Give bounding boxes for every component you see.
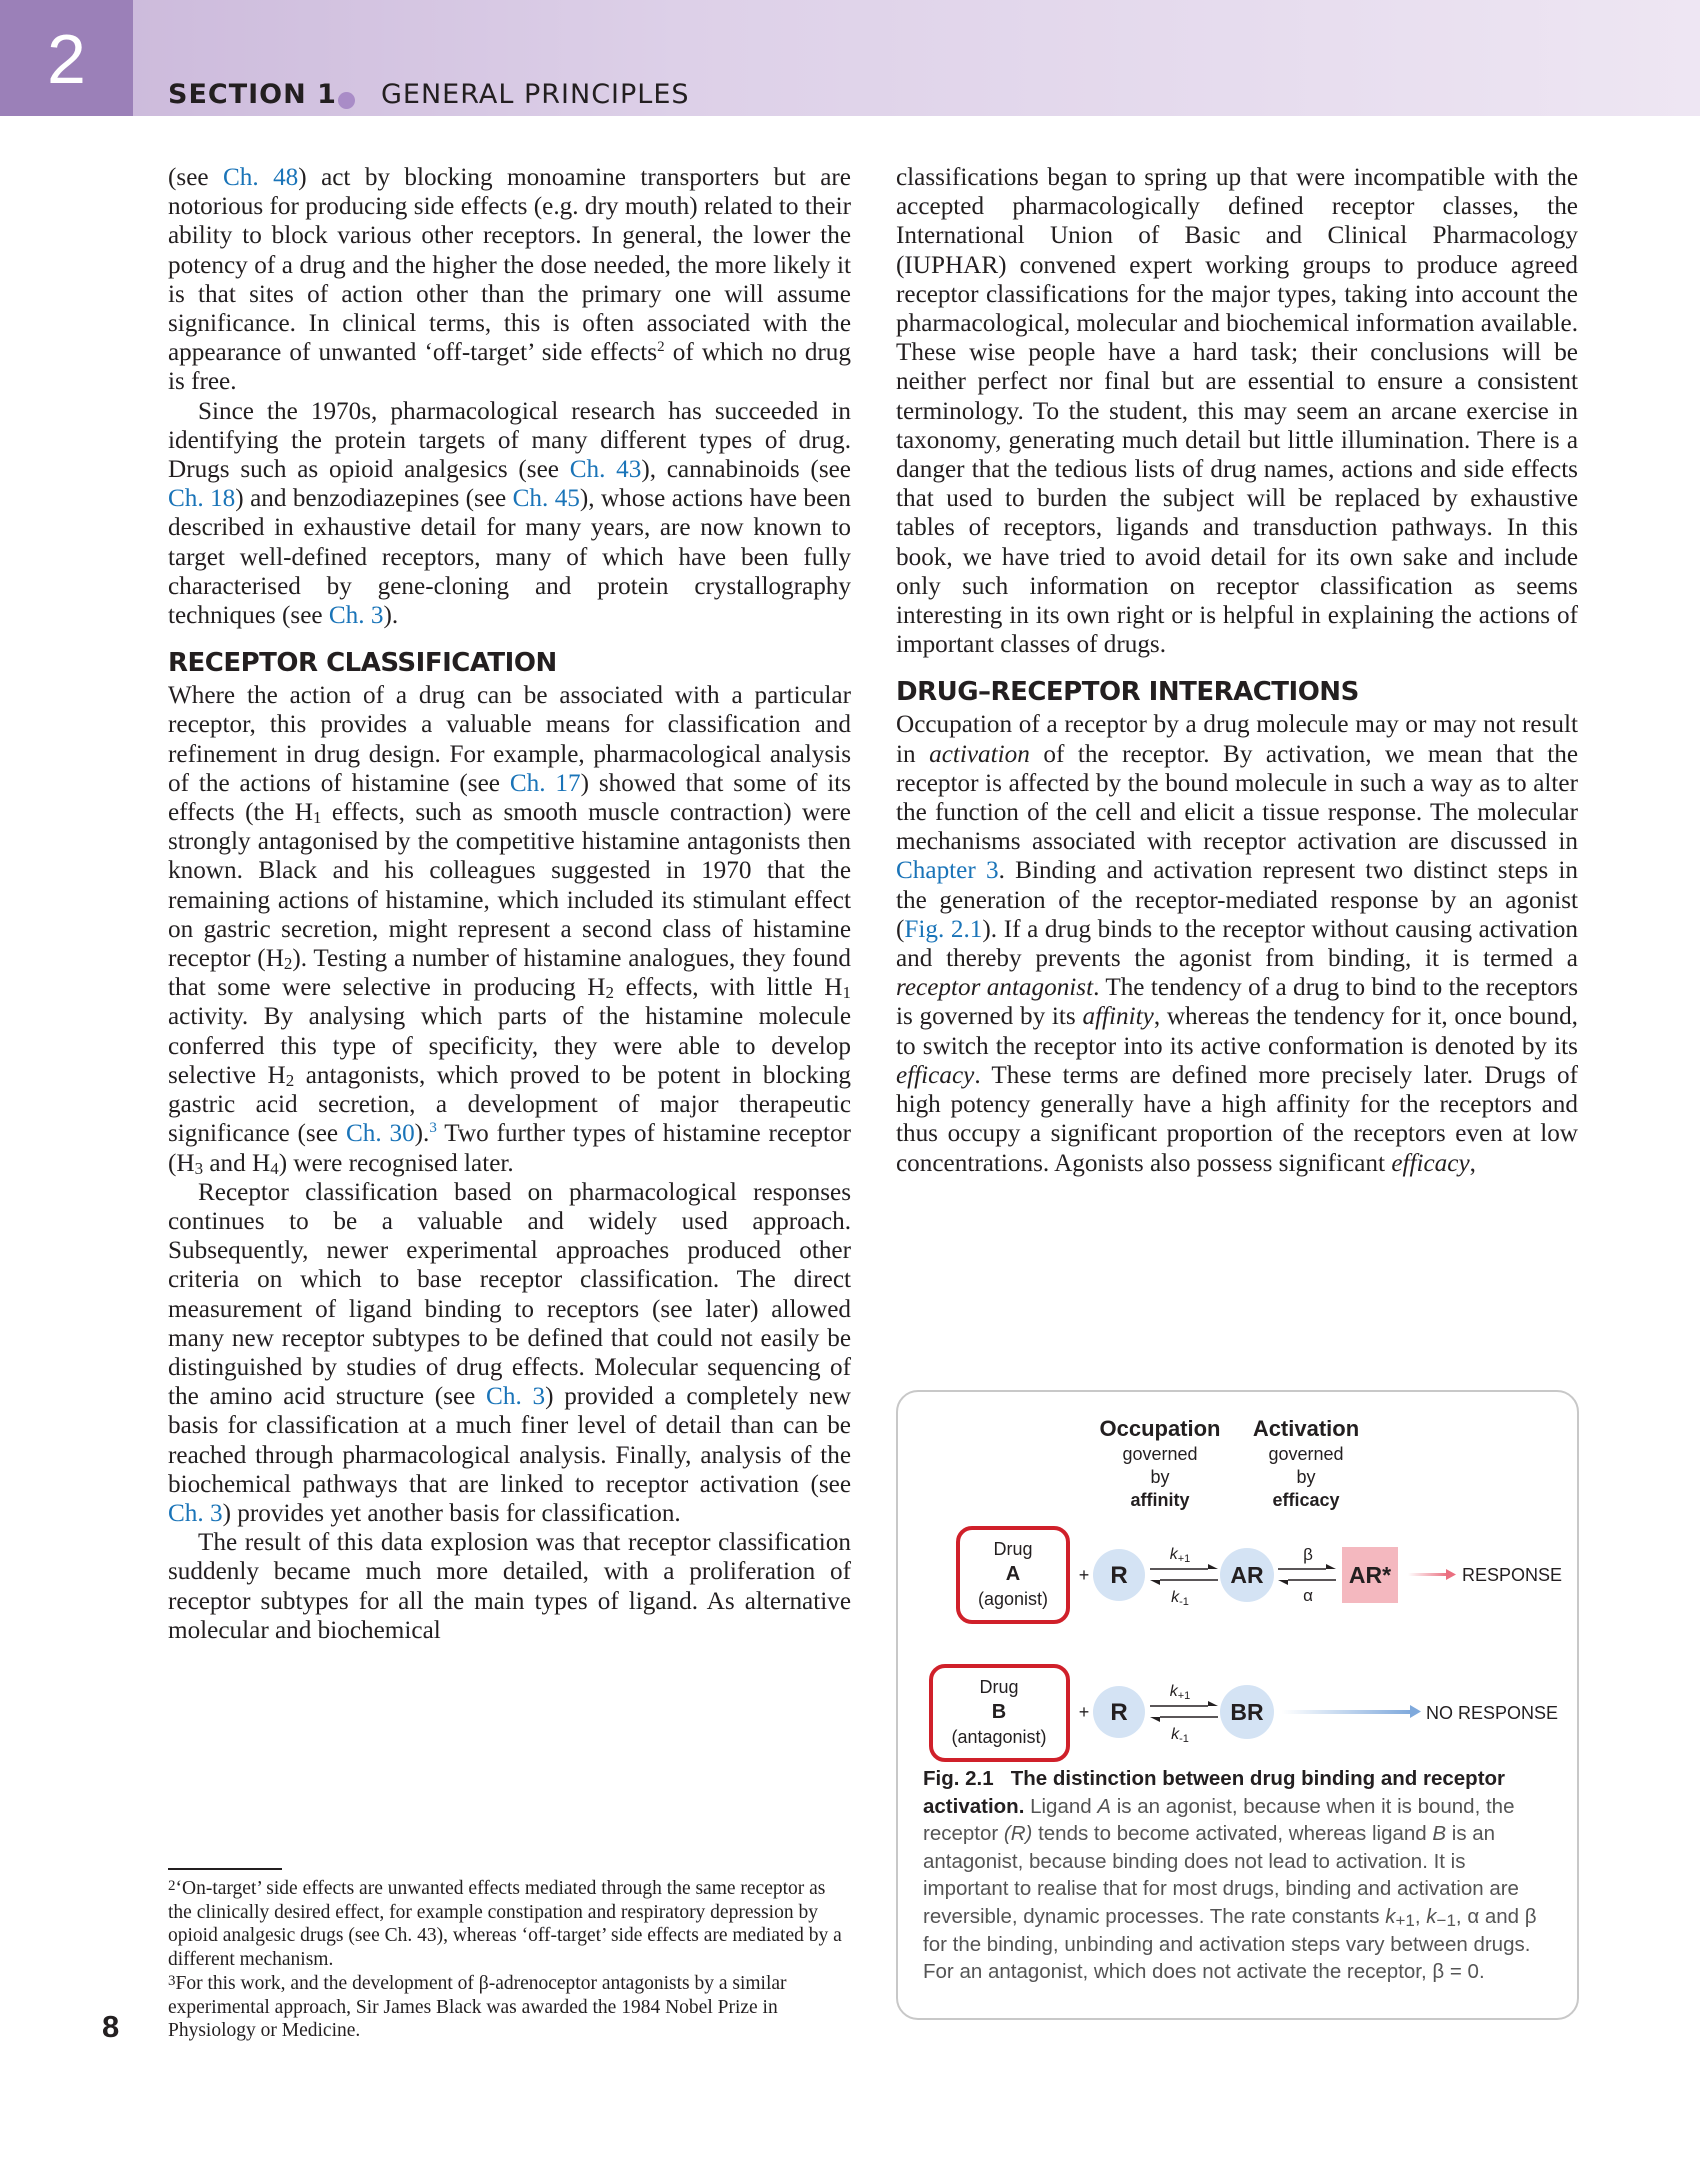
figure-caption: Fig. 2.1 The distinction between drug binding and receptor activation. Ligand A is an agonist, because when it is bound, the receptor (R) tends to become activated, whereas ligand B is an antagonist, because binding does not lead to activation. It is important to realise that for most drugs, binding and activation are reversible, dynamic processes. The rate constants $k_{+1}$, $k_{-1}$, α and β for the binding, unbinding and activation steps vary between drugs. For an antagonist, which does not activate the receptor, β = 0. [923, 1767, 1537, 1984]
footnotes [168, 1877, 851, 2043]
occupation-line: affinity [1130, 1490, 1190, 1510]
figure-title: The distinction between drug binding and receptor activation. [923, 1767, 1506, 1818]
drug-role: (antagonist) [951, 1727, 1047, 1747]
chapter-link[interactable]: Ch. 18 [168, 485, 236, 513]
footnote: $^3$For this work, and the development of β-adrenoceptor antagonists by a similar experimental approach, Sir James Black was awarded the 1984 Nobel Prize in Physiology or Medicine. [168, 1972, 787, 2042]
active-label: AR* [1348, 1562, 1392, 1588]
k-forward: k+1 [1169, 1546, 1191, 1565]
occupation-title: Occupation [1099, 1416, 1221, 1441]
paragraph: Where the action of a drug can be associated with a particular receptor, this provides a valuable means for classification and refinement in drug design. For example, pharmacological analysis of the actions of histamine (see Ch. 17) showed that some of its effects (the $H_1$ effects, such as smooth muscle contraction) were strongly antagonised by the competitive histamine antagonists then known. Black and his colleagues suggested in 1970 that the remaining actions of histamine, which included its stimulant effect on gastric secretion, might represent a second class of histamine receptor $(H_2)$. Testing a number of histamine analogues, they found that some were selective in producing $H_2$ effects, with little $H_1$ activity. By analysing which parts of the histamine molecule conferred this type of specificity, they were able to develop selective $H_2$ antagonists, which proved to be potent in blocking gastric acid secretion, a development of major therapeutic significance (see Ch. 30).$^3$ Two further types of histamine receptor ($H_3$ and $H_4$) were recognised later. [168, 682, 852, 1178]
chapter-link[interactable]: Ch. 3 [168, 1499, 223, 1527]
footnote-rule [168, 1868, 282, 1870]
section-label: SECTION 1 [168, 79, 337, 110]
drug-role: (agonist) [977, 1589, 1049, 1609]
paragraph: (see Ch. 48) act by blocking monoamine transporters but are notorious for producing side effects (e.g. dry mouth) related to their ability to block various other receptors. In general, the lower the potency of a drug and the higher the dose needed, the more likely it is that sites of action other than the primary one will assume significance. In clinical terms, this is often associated with the appearance of unwanted ‘off-target’ side effects$^2$ of which no drug is free. [168, 164, 851, 396]
occupation-line: by [1150, 1467, 1170, 1487]
chapter-link[interactable]: Ch. 45 [512, 485, 580, 513]
section-dot-icon [338, 92, 355, 109]
alpha-label: α [1303, 1586, 1313, 1605]
no-response-arrow-icon [1410, 1705, 1421, 1718]
paragraph: Receptor classification based on pharmacological responses continues to be a valuable and widely used approach. Subsequently, newer experimental approaches produced other criteria on which to base receptor classification. The direct measurement of ligand binding to receptors (see later) allowed many new receptor subtypes to be defined that could not easily be distinguished by studies of drug effects. Molecular sequencing of the amino acid structure (see Ch. 3) provided a completely new basis for classification at a much finer level of detail than can be reached through pharmacological analysis. Finally, analysis of the biochemical pathways that are linked to receptor activation (see Ch. 3) provides yet another basis for classification. [168, 1178, 851, 1527]
chapter-tab [0, 0, 133, 116]
paragraph: Since the 1970s, pharmacological research has succeeded in identifying the protein targets of many different types of drug. Drugs such as opioid analgesics (see Ch. 43), cannabinoids (see Ch. 18) and benzodiazepines (see Ch. 45), whose actions have been described in exhaustive detail for many years, are now known to target well-defined receptors, many of which have been fully characterised by gene-cloning and protein crystallography techniques (see Ch. 3). [168, 397, 851, 630]
complex-label: AR [1230, 1562, 1264, 1588]
occupation-line: governed [1122, 1444, 1198, 1464]
chapter-link[interactable]: Ch. 30 [345, 1120, 415, 1148]
complex-label: BR [1230, 1699, 1264, 1725]
k-forward: k+1 [1169, 1683, 1191, 1702]
paragraph: Occupation of a receptor by a drug molecule may or may not result in activation of the receptor. By activation, we mean that the receptor is affected by the bound molecule in such a way as to alter the function of the cell and elicit a tissue response. The molecular mechanisms associated with receptor activation are discussed in Chapter 3. Binding and activation represent two distinct steps in the generation of the receptor-mediated response by an agonist (Fig. 2.1). If a drug binds to the receptor without causing activation and thereby prevents the agonist from binding, it is termed a receptor antagonist. The tendency of a drug to bind to the receptors is governed by its affinity, whereas the tendency for it, once bound, to switch the receptor into its active conformation is denoted by its efficacy. These terms are defined more precisely later. Drugs of high potency generally have a high affinity for the receptors and thus occupy a significant proportion of the receptors even at low concentrations. Agonists also possess significant efficacy, [896, 711, 1579, 1177]
figure-label: Fig. 2.1 [923, 1767, 994, 1790]
left-column [168, 163, 851, 1645]
chapter-number: 2 [47, 20, 86, 98]
chapter-link[interactable]: Ch. 3 [486, 1383, 546, 1411]
no-response-label: NO RESPONSE [1426, 1703, 1559, 1723]
chapter-link[interactable]: Ch. 43 [569, 456, 642, 484]
k-reverse: k-1 [1171, 1726, 1189, 1745]
footnote: $^2$‘On-target’ side effects are unwanted effects mediated through the same receptor as the clinically desired effect, for example constipation and respiratory depression by opioid analgesic drugs (see Ch. 43), whereas ‘off-target’ side effects are mediated by a different mechanism. [168, 1878, 842, 1971]
response-arrow-icon [1446, 1569, 1456, 1580]
plus-sign: + [1078, 1702, 1090, 1722]
right-column [896, 163, 1578, 1178]
section-heading: DRUG–RECEPTOR INTERACTIONS [896, 677, 1359, 708]
paragraph: classifications began to spring up that were incompatible with the accepted pharmacologically defined receptor classes, the International Union of Basic and Clinical Pharmacology (IUPHAR) convened expert working groups to produce agreed receptor classifications for the major types, taking into account the pharmacological, molecular and biochemical information available. These wise people have a hard task; their conclusions will be neither perfect nor final but are essential to ensure a consistent terminology. To the student, this may seem an arcane exercise in taxonomy, generating much detail but little illumination. There is a danger that the tedious lists of drug names, actions and side effects that used to burden the subject will be replaced by exhaustive tables of receptors, ligands and transduction pathways. In this book, we have tried to avoid detail for its own sake and include only such information on receptor classification as seems interesting in its own right or is helpful in explaining the actions of important classes of drugs. [896, 164, 1578, 659]
receptor-label: R [1110, 1699, 1128, 1726]
footnote-mark[interactable]: 2 [657, 339, 665, 356]
page-header [0, 0, 1700, 116]
activation-title: Activation [1252, 1416, 1360, 1441]
k-reverse: k-1 [1171, 1589, 1189, 1608]
drug-label: Drug [979, 1677, 1019, 1697]
page-number: 8 [102, 2009, 120, 2044]
chapter-link[interactable]: Ch. 48 [222, 164, 299, 191]
activation-line: governed [1268, 1444, 1344, 1464]
section-heading: RECEPTOR CLASSIFICATION [168, 648, 557, 679]
section-title: GENERAL PRINCIPLES [381, 79, 690, 110]
drug-label: Drug [993, 1539, 1033, 1559]
chapter-link[interactable]: Ch. 17 [509, 769, 581, 797]
paragraph: The result of this data explosion was that receptor classification suddenly became much more detailed, with a proliferation of receptor subtypes for all the main types of ligand. As alternative molecular and biochemical [168, 1529, 851, 1644]
plus-sign: + [1078, 1565, 1090, 1585]
receptor-label: R [1110, 1562, 1128, 1589]
beta-label: β [1303, 1545, 1313, 1564]
footnote-mark[interactable]: 3 [429, 1120, 437, 1137]
activation-line: efficacy [1272, 1490, 1340, 1510]
response-label: RESPONSE [1462, 1565, 1563, 1585]
activation-line: by [1296, 1467, 1316, 1487]
drug-letter: B [991, 1701, 1007, 1723]
figure-link[interactable]: Fig. 2.1 [904, 915, 983, 943]
chapter-link[interactable]: Ch. 3 [328, 602, 384, 630]
chapter-link[interactable]: Chapter 3 [896, 857, 999, 885]
drug-letter: A [1005, 1563, 1021, 1585]
